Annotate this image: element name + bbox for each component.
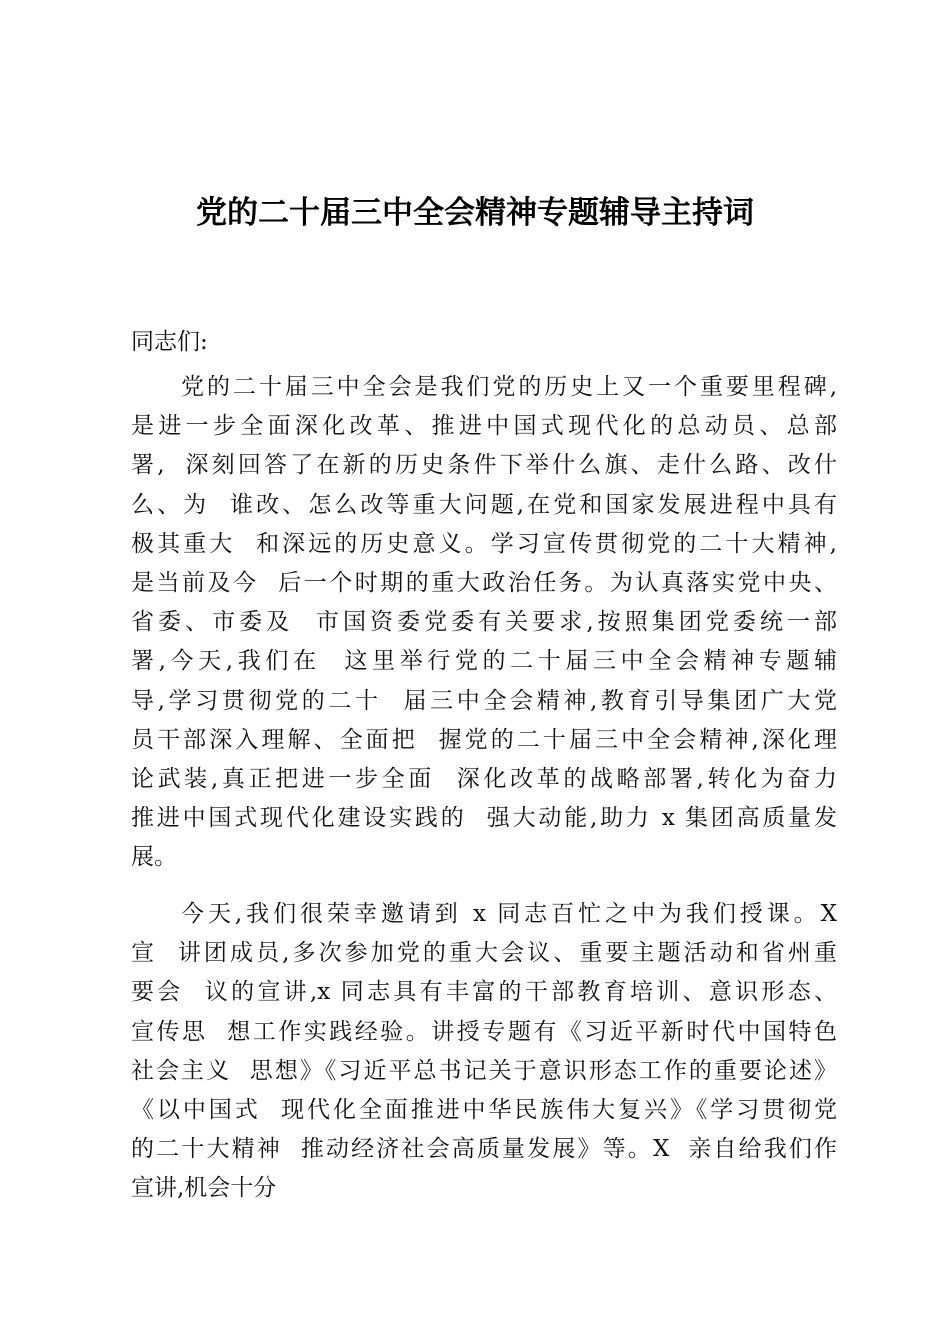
paragraph-line: 党的二十届三中全会是我们党的历史上又一个重要里程碑,	[181, 374, 837, 400]
paragraph-line: 是当前及今 后一个时期的重大政治任务。为认真落实党中央、	[131, 570, 837, 597]
paragraph-line: 极其重大 和深远的历史意义。学习宣传贯彻党的二十大精神,	[131, 530, 837, 557]
paragraph-line: 宣传思 想工作实践经验。讲授专题有《习近平新时代中国特色	[131, 1018, 837, 1045]
paragraph-line: 是进一步全面深化改革、推进中国式现代化的总动员、总部	[131, 413, 837, 440]
paragraph-line: 么、为 谁改、怎么改等重大问题,在党和国家发展进程中具有	[131, 491, 837, 518]
paragraph-line: 《以中国式 现代化全面推进中华民族伟大复兴》《学习贯彻党	[131, 1097, 837, 1124]
paragraph-line: 署,今天,我们在 这里举行党的二十届三中全会精神专题辅	[131, 648, 837, 675]
paragraph-line: 导,学习贯彻党的二十 届三中全会精神,教育引导集团广大党	[131, 687, 837, 714]
greeting: 同志们:	[131, 329, 208, 355]
paragraph-line: 推进中国式现代化建设实践的 强大动能,助力 x 集团高质量发	[131, 805, 837, 832]
paragraph-2	[131, 895, 837, 1209]
paragraph-line: 省委、市委及 市国资委党委有关要求,按照集团党委统一部	[131, 609, 837, 636]
paragraph-1	[131, 368, 837, 878]
document-title: 党的二十届三中全会精神专题辅导主持词	[196, 195, 754, 231]
paragraph-line: 论武装,真正把进一步全面 深化改革的战略部署,转化为奋力	[131, 766, 837, 793]
paragraph-line: 宣讲,机会十分	[131, 1175, 277, 1202]
paragraph-line: 社会主义 思想》《习近平总书记关于意识形态工作的重要论述》	[131, 1057, 837, 1084]
paragraph-line: 的二十大精神 推动经济社会高质量发展》等。X 亲自给我们作	[131, 1136, 837, 1163]
paragraph-line: 员干部深入理解、全面把 握党的二十届三中全会精神,深化理	[131, 726, 837, 753]
paragraph-line: 展。	[131, 844, 177, 871]
paragraph-line: 署, 深刻回答了在新的历史条件下举什么旗、走什么路、改什	[131, 452, 837, 479]
paragraph-line: 宣 讲团成员,多次参加党的重大会议、重要主题活动和省州重	[131, 940, 837, 967]
paragraph-line: 今天,我们很荣幸邀请到 x 同志百忙之中为我们授课。X	[181, 901, 837, 927]
paragraph-line: 要会 议的宣讲,x 同志具有丰富的干部教育培训、意识形态、	[131, 979, 837, 1006]
